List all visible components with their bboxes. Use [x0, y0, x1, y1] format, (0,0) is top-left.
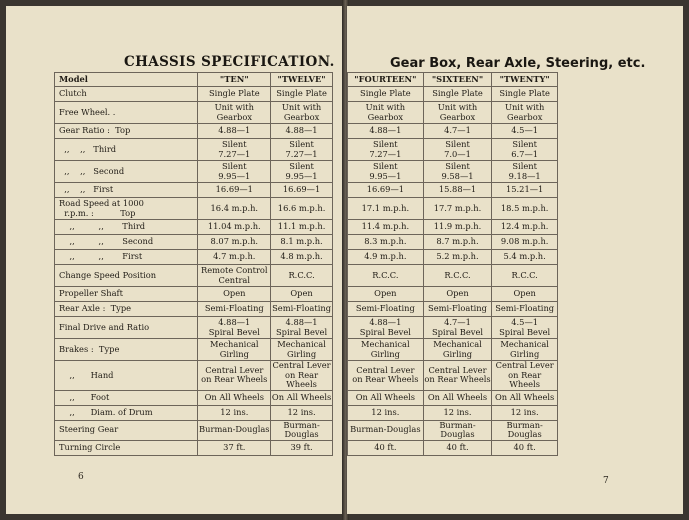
spec-value: 8.7 m.p.h. [423, 235, 492, 250]
spec-value: Open [492, 287, 558, 302]
spec-value: 5.2 m.p.h. [423, 250, 492, 265]
spec-value: R.C.C. [492, 265, 558, 287]
header-row [55, 73, 333, 87]
spec-row [348, 220, 558, 235]
spec-value: Central Lever on Rear Wheels [272, 360, 331, 389]
spec-row [348, 124, 558, 139]
spec-value: Silent 6.7—1 [492, 139, 558, 161]
spec-value: 12 ins. [423, 405, 492, 420]
spec-label-text: Clutch [59, 88, 87, 99]
spec-value: Silent 9.58—1 [423, 161, 492, 183]
spec-value: Mechanical Girling [423, 339, 492, 361]
spec-row [55, 124, 333, 139]
spec-value: Silent 9.95—1 [271, 161, 333, 183]
spec-value: Burman-Douglas [198, 420, 271, 440]
spec-label [55, 161, 198, 183]
spec-value: On All Wheels [348, 390, 424, 405]
spec-value: 15.21—1 [492, 183, 558, 198]
spec-value: Silent 7.27—1 [348, 139, 424, 161]
spec-value: 4.88—1 [271, 124, 333, 139]
spec-value: 4.7 m.p.h. [198, 250, 271, 265]
spec-label-text: Brakes : Type [59, 343, 120, 354]
spec-value: 4.5—1 [492, 124, 558, 139]
spec-row [55, 339, 333, 361]
spec-value: 12 ins. [271, 405, 333, 420]
spec-label [55, 198, 198, 220]
spec-value: On All Wheels [271, 390, 333, 405]
spec-value: Mechanical Girling [198, 339, 271, 361]
spec-value: 4.88—1 Spiral Bevel [198, 317, 271, 339]
spec-value: 16.6 m.p.h. [271, 198, 333, 220]
spec-value: Silent 9.18—1 [492, 161, 558, 183]
spec-value: Silent 9.95—1 [198, 161, 271, 183]
page-number-left: 6 [78, 472, 84, 482]
spec-value: Single Plate [271, 87, 333, 102]
spec-row [55, 265, 333, 287]
spec-label-text: ,, Diam. of Drum [59, 406, 153, 417]
spec-label-text: ,, ,, First [59, 251, 143, 262]
spec-label [55, 361, 198, 391]
spec-label-text: Steering Gear [59, 424, 119, 435]
spec-value: 4.8 m.p.h. [271, 250, 333, 265]
spec-value: Mechanical Girling [348, 339, 424, 361]
spec-row [55, 390, 333, 405]
header-model: Model [55, 73, 198, 87]
spec-row [55, 102, 333, 124]
spec-label [55, 265, 198, 287]
spec-value: On All Wheels [492, 390, 558, 405]
spec-label-text: ,, ,, Second [59, 236, 154, 247]
spec-value: Central Lever on Rear Wheels [492, 361, 558, 391]
spec-value: Unit with Gearbox [348, 102, 424, 124]
spec-value: Burman-Douglas [271, 420, 333, 440]
spec-label-text: Road Speed at 1000 r.p.m. : Top [59, 198, 144, 218]
spec-row [348, 265, 558, 287]
spec-row [348, 198, 558, 220]
spec-value: Burman-Douglas [423, 420, 492, 440]
spec-label-text: ,, ,, Third [59, 143, 117, 154]
spec-label [55, 339, 198, 361]
gearbox-title: Gear Box, Rear Axle, Steering, etc. [390, 56, 646, 71]
spec-value: 9.08 m.p.h. [492, 235, 558, 250]
spec-value: Semi-Floating [348, 302, 424, 317]
spec-row [348, 161, 558, 183]
spec-row [55, 317, 333, 339]
spec-row [55, 161, 333, 183]
spec-row [348, 440, 558, 455]
spec-label-text: Final Drive and Ratio [59, 321, 150, 332]
spec-value: 4.9 m.p.h. [348, 250, 424, 265]
spec-label [55, 302, 198, 317]
spec-label [55, 87, 198, 102]
spec-value: Silent 7.27—1 [271, 139, 333, 161]
spec-row [348, 183, 558, 198]
spec-value: Silent 9.95—1 [348, 161, 424, 183]
spec-row [55, 87, 333, 102]
spec-value: Open [348, 287, 424, 302]
header-model-1: "SIXTEEN" [423, 73, 492, 87]
spec-value: R.C.C. [271, 265, 333, 287]
spec-value: Burman-Douglas [492, 420, 558, 440]
left-page [6, 6, 344, 514]
spec-value: Burman-Douglas [348, 420, 424, 440]
spec-label [55, 440, 198, 455]
spec-value: Central Lever on Rear Wheels [198, 361, 271, 391]
spec-value: 12 ins. [348, 405, 424, 420]
spec-value: 4.5—1 Spiral Bevel [492, 317, 558, 339]
spec-value: Single Plate [423, 87, 492, 102]
spec-label [55, 220, 198, 235]
spec-value: 11.04 m.p.h. [198, 220, 271, 235]
spec-value: Open [271, 287, 333, 302]
spec-row [55, 440, 333, 455]
spec-value: Semi-Floating [492, 302, 558, 317]
spec-row [55, 139, 333, 161]
spec-label-text: ,, Foot [59, 391, 110, 402]
spec-label [55, 317, 198, 339]
spec-value: 12.4 m.p.h. [492, 220, 558, 235]
spec-row [348, 250, 558, 265]
spec-value: Semi-Floating [423, 302, 492, 317]
spec-value: 4.7—1 Spiral Bevel [423, 317, 492, 339]
spec-value: 12 ins. [492, 405, 558, 420]
spec-label-text: Change Speed Position [59, 269, 157, 280]
spec-value: 40 ft. [348, 440, 424, 455]
spec-value: On All Wheels [198, 390, 271, 405]
spec-value: 40 ft. [423, 440, 492, 455]
spec-value: R.C.C. [348, 265, 424, 287]
spec-value: Open [423, 287, 492, 302]
spec-row [55, 183, 333, 198]
spec-row [348, 361, 558, 391]
spec-value: Silent 7.0—1 [423, 139, 492, 161]
spec-row [348, 102, 558, 124]
spec-label [55, 124, 198, 139]
spec-value: 17.7 m.p.h. [423, 198, 492, 220]
spec-label [55, 405, 198, 420]
spec-value: Open [198, 287, 271, 302]
spec-value: 4.88—1 [198, 124, 271, 139]
spec-label [55, 139, 198, 161]
spec-label-text: ,, ,, First [59, 184, 114, 195]
spec-value: 17.1 m.p.h. [348, 198, 424, 220]
spec-value: 4.88—1 Spiral Bevel [271, 317, 333, 339]
spec-row [348, 287, 558, 302]
spec-row [55, 198, 333, 220]
spec-row [348, 420, 558, 440]
spec-value: 8.1 m.p.h. [271, 235, 333, 250]
spec-value: 11.9 m.p.h. [423, 220, 492, 235]
spec-value: Mechanical Girling [271, 339, 333, 361]
spec-row [55, 220, 333, 235]
spec-value: 16.69—1 [198, 183, 271, 198]
spec-value: 4.7—1 [423, 124, 492, 139]
spec-value: Semi-Floating [271, 302, 333, 317]
chassis-spec-title: CHASSIS SPECIFICATION. [124, 54, 335, 70]
spec-value: Central Lever on Rear Wheels [348, 361, 424, 391]
spec-value: On All Wheels [423, 390, 492, 405]
spec-label-text: Propeller Shaft [59, 288, 123, 299]
gearbox-table [347, 72, 558, 456]
spec-label [55, 287, 198, 302]
spec-value: R.C.C. [423, 265, 492, 287]
spec-value: Silent 7.27—1 [198, 139, 271, 161]
spec-row [55, 361, 333, 391]
spec-value: 18.5 m.p.h. [492, 198, 558, 220]
spec-label [55, 102, 198, 124]
spec-row [348, 302, 558, 317]
header-row [348, 73, 558, 87]
spec-label-text: Free Wheel. . [59, 106, 116, 117]
spec-value: Unit with Gearbox [423, 102, 492, 124]
spec-value: 15.88—1 [423, 183, 492, 198]
spec-value: Central Lever on Rear Wheels [423, 361, 492, 391]
spec-label-text: ,, ,, Second [59, 165, 125, 176]
header-model-2: "TWENTY" [492, 73, 558, 87]
spec-row [348, 390, 558, 405]
spec-value: Unit with Gearbox [492, 102, 558, 124]
spec-row [348, 405, 558, 420]
chassis-spec-table [54, 72, 333, 456]
spec-value: Mechanical Girling [492, 339, 558, 361]
spec-value: 4.88—1 [348, 124, 424, 139]
header-twelve: "TWELVE" [271, 73, 333, 87]
spec-value: Unit with Gearbox [271, 102, 333, 124]
spec-value: Semi-Floating [198, 302, 271, 317]
spec-label [55, 183, 198, 198]
spec-value: Single Plate [492, 87, 558, 102]
spec-row [348, 139, 558, 161]
spec-label-text: Turning Circle [59, 441, 121, 452]
spec-label [55, 235, 198, 250]
spec-value: 16.4 m.p.h. [198, 198, 271, 220]
spec-value: 11.4 m.p.h. [348, 220, 424, 235]
spec-label [55, 250, 198, 265]
spec-row [348, 87, 558, 102]
spec-value: 8.3 m.p.h. [348, 235, 424, 250]
spec-row [348, 317, 558, 339]
spec-label [55, 420, 198, 440]
spec-value: Unit with Gearbox [198, 102, 271, 124]
spec-value: 8.07 m.p.h. [198, 235, 271, 250]
spec-value: Remote Control Central [198, 265, 271, 287]
spec-row [348, 235, 558, 250]
spec-value: Single Plate [348, 87, 424, 102]
spec-value: 11.1 m.p.h. [271, 220, 333, 235]
spec-label-text: ,, Hand [59, 369, 114, 380]
header-model-0: "FOURTEEN" [348, 73, 424, 87]
spec-row [55, 235, 333, 250]
spec-row [55, 420, 333, 440]
spec-value: 39 ft. [271, 440, 333, 455]
spec-row [55, 250, 333, 265]
spec-label [55, 390, 198, 405]
spec-value: 4.88—1 Spiral Bevel [348, 317, 424, 339]
spec-value: 5.4 m.p.h. [492, 250, 558, 265]
spec-label-text: ,, ,, Third [59, 221, 146, 232]
spec-value: Single Plate [198, 87, 271, 102]
spec-value: 16.69—1 [271, 183, 333, 198]
spec-value: 37 ft. [198, 440, 271, 455]
spec-value: 12 ins. [198, 405, 271, 420]
page-number-right: 7 [603, 476, 609, 486]
spec-row [55, 302, 333, 317]
spec-label-text: Rear Axle : Type [59, 303, 132, 314]
header-ten: "TEN" [198, 73, 271, 87]
right-page [347, 6, 683, 514]
spec-value: 40 ft. [492, 440, 558, 455]
spec-row [348, 339, 558, 361]
spec-label-text: Gear Ratio : Top [59, 125, 131, 136]
spec-value: 16.69—1 [348, 183, 424, 198]
spec-row [55, 405, 333, 420]
spec-row [55, 287, 333, 302]
